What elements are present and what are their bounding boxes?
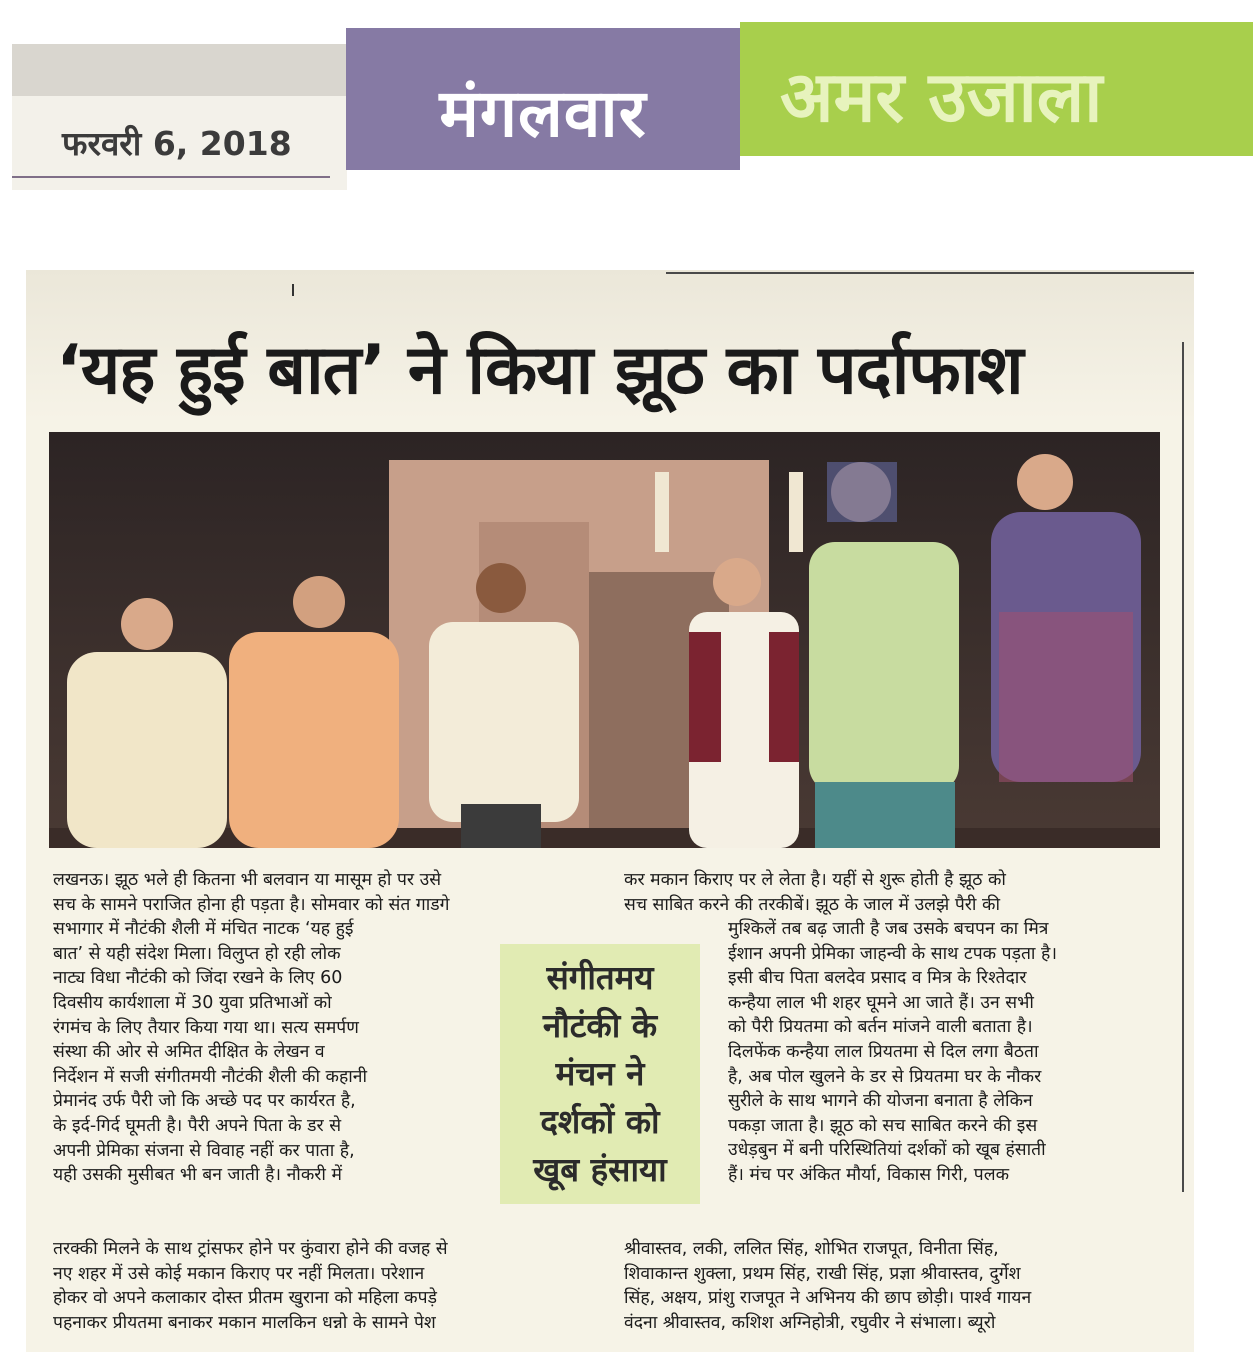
body-line: शिवाकान्त शुक्ला, प्रथम सिंह, राखी सिंह, प्रज्ञा श्रीवास्तव, दुर्गेश: [624, 1263, 1021, 1284]
body-line: तरक्की मिलने के साथ ट्रांसफर होने पर कुंवारा होने की वजह से: [53, 1239, 448, 1259]
stage-photo-illustration: [49, 432, 1160, 848]
pull-quote-line: संगीतमय: [546, 958, 654, 997]
body-line: सभागार में नौटंकी शैली में मंचित नाटक ‘यह हुई: [53, 919, 354, 940]
body-line: सिंह, अक्षय, प्रांशु राजपूत ने अभिनय की छाप छोड़ी। पार्श्व गायन: [624, 1288, 1032, 1309]
body-line: मुश्किलें तब बढ़ जाती है जब उसके बचपन का मित्र: [728, 919, 1049, 939]
pull-quote-line: मंचन ने: [555, 1054, 645, 1093]
pull-quote-line: खूब हंसाया: [533, 1150, 667, 1189]
body-line: सच के सामने पराजित होना ही पड़ता है। सोमवार को संत गाडगे: [53, 894, 450, 915]
body-line: नए शहर में उसे कोई मकान किराए पर नहीं मिलता। परेशान: [53, 1263, 425, 1284]
body-line: है, अब पोल खुलने के डर से प्रियतमा घर के नौकर: [728, 1066, 1042, 1087]
pull-quote-line: नौटंकी के: [542, 1006, 658, 1045]
body-line: संस्था की ओर से अमित दीक्षित के लेखन व: [53, 1042, 325, 1063]
column-rule-right: [1182, 342, 1184, 1192]
pull-quote-line: दर्शकों को: [540, 1102, 660, 1141]
body-line: सुरीले के साथ भागने की योजना बनाता है लेकिन: [728, 1091, 1033, 1112]
body-line: पकड़ा जाता है। झूठ को सच साबित करने की इस: [728, 1115, 1038, 1136]
column-rule-top: [666, 272, 1194, 274]
date-underline: [12, 176, 330, 178]
article-body-col2-top: [624, 868, 1006, 917]
body-line: कन्हैया लाल भी शहर घूमने आ जाते हैं। उन सभी: [728, 992, 1034, 1013]
body-line: बात’ से यही संदेश मिला। विलुप्त हो रही लोक: [53, 943, 341, 964]
body-line: यही उसकी मुसीबत भी बन जाती है। नौकरी में: [53, 1165, 342, 1186]
column-tick: [292, 284, 294, 296]
body-line: लखनऊ। झूठ भले ही कितना भी बलवान या मासूम हो पर उसे: [53, 870, 442, 890]
masthead: [12, 22, 1253, 190]
article-body-col1: [53, 868, 450, 1188]
article-body-col1-bottom: [53, 1237, 448, 1335]
publication-day: मंगलवार: [439, 75, 647, 152]
body-line: वंदना श्रीवास्तव, कशिश अग्निहोत्री, रघुवीर ने संभाला। ब्यूरो: [624, 1312, 996, 1333]
newspaper-logo-panel: [740, 22, 1253, 156]
pull-quote-box: [500, 944, 700, 1204]
stage-play-photo: [49, 432, 1160, 848]
body-line: इसी बीच पिता बलदेव प्रसाद व मित्र के रिश्तेदार: [728, 968, 1027, 989]
body-line: के इर्द-गिर्द घूमती है। पैरी अपने पिता के डर से: [53, 1115, 342, 1136]
body-line: श्रीवास्तव, लकी, ललित सिंह, शोभित राजपूत, विनीता सिंह,: [624, 1239, 999, 1259]
body-line: कर मकान किराए पर ले लेता है। यहीं से शुरू होती है झूठ को: [624, 870, 1006, 890]
body-line: निर्देशन में सजी संगीतमयी नौटंकी शैली की कहानी: [53, 1066, 368, 1087]
pull-quote: [500, 954, 700, 1194]
body-line: दिलफेंक कन्हैया लाल प्रियतमा से दिल लगा बैठता: [728, 1041, 1039, 1062]
article-headline: ‘यह हुई बात’ ने किया झूठ का पर्दाफाश: [56, 331, 1023, 410]
body-line: नाट्य विधा नौटंकी को जिंदा रखने के लिए 60: [53, 968, 343, 989]
body-line: होकर वो अपने कलाकार दोस्त प्रीतम खुराना को महिला कपड़े: [53, 1288, 437, 1309]
publication-date: फरवरी 6, 2018: [62, 124, 292, 163]
body-line: रंगमंच के लिए तैयार किया गया था। सत्य समर्पण: [53, 1017, 359, 1038]
body-line: प्रेमानंद उर्फ पैरी जो कि अच्छे पद पर कार्यरत है,: [53, 1091, 356, 1112]
body-line: ईशान अपनी प्रेमिका जाहन्वी के साथ टपक पड़ता है।: [728, 943, 1057, 964]
body-line: को पैरी प्रियतमा को बर्तन मांजने वाली बताता है।: [728, 1017, 1033, 1038]
body-line: पहनाकर प्रीयतमा बनाकर मकान मालकिन धन्नो के सामने पेश: [53, 1312, 436, 1333]
day-panel: [346, 28, 740, 170]
body-line: दिवसीय कार्यशाला में 30 युवा प्रतिभाओं को: [53, 992, 332, 1013]
article-body-col2-bottom: [624, 1237, 1031, 1335]
body-line: हैं। मंच पर अंकित मौर्या, विकास गिरी, पलक: [728, 1164, 1010, 1185]
body-line: अपनी प्रेमिका संजना से विवाह नहीं कर पाता है,: [53, 1140, 355, 1161]
newspaper-logo: अमर उजाला: [780, 56, 1103, 138]
body-line: सच साबित करने की तरकीबें। झूठ के जाल में उलझे पैरी की: [624, 894, 1000, 915]
date-panel-band: [12, 44, 347, 96]
article-body-col2-mid: [728, 917, 1057, 1188]
body-line: उधेड़बुन में बनी परिस्थितियां दर्शकों को खूब हंसाती: [728, 1140, 1046, 1161]
